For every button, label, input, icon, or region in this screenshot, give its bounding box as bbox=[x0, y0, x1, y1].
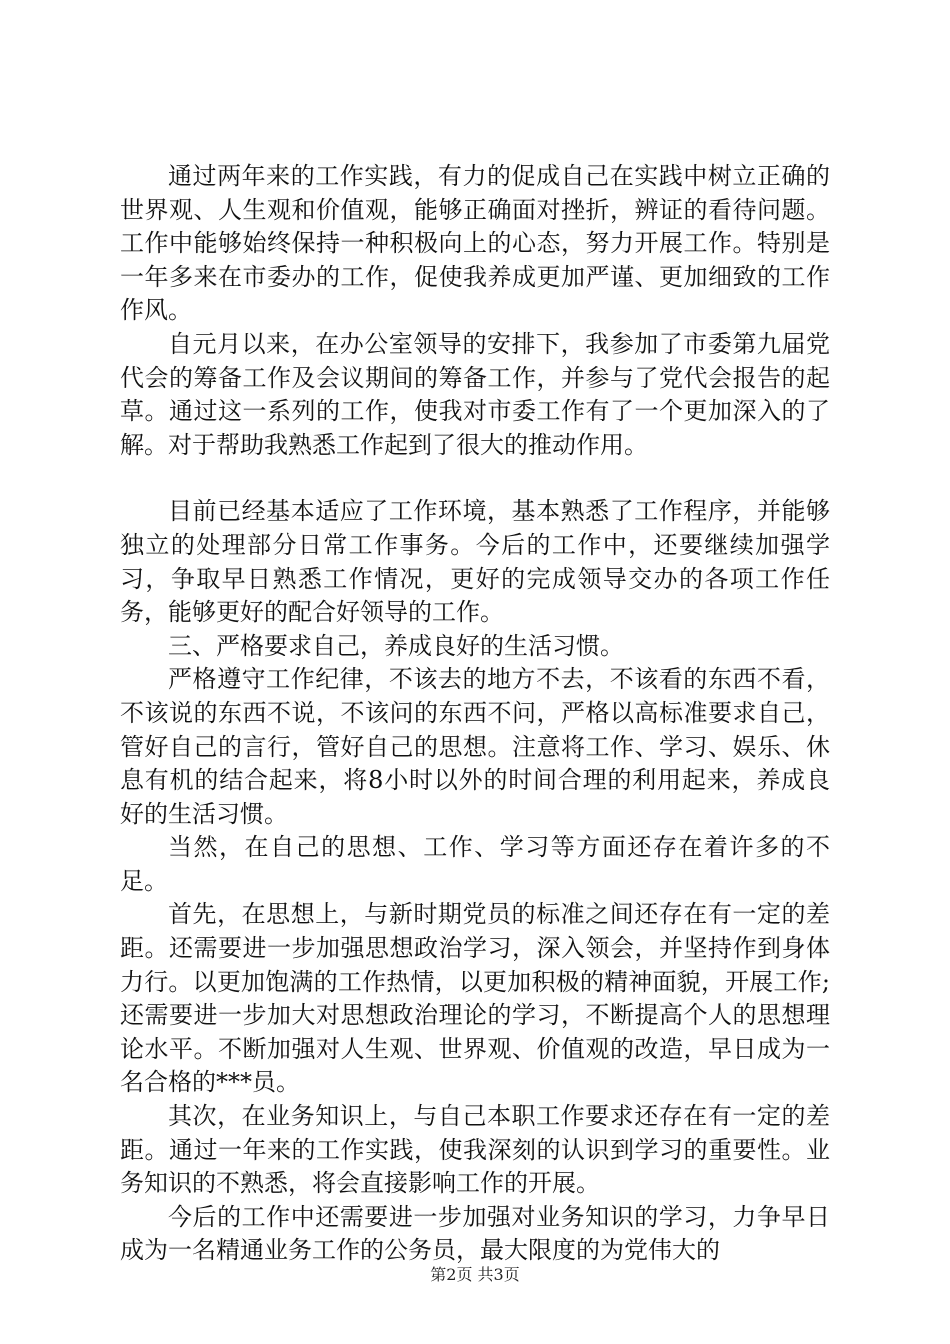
paragraph: 首先，在思想上，与新时期党员的标准之间还存在有一定的差距。还需要进一步加强思想政治学习，深入领会，并坚持作到身体力行。以更加饱满的工作热情，以更加积极的精神面貌，开展工作;还需要进一步加大对思想政治理论的学习，不断提高个人的思想理论水平。不断加强对人生观、世界观、价值观的改造，早日成为一名合格的***员。 bbox=[120, 900, 830, 1097]
section-heading: 三、严格要求自己，养成良好的生活习惯。 bbox=[168, 631, 624, 660]
document-body bbox=[120, 160, 830, 1268]
paragraph: 严格遵守工作纪律，不该去的地方不去，不该看的东西不看，不该说的东西不说，不该问的东西不问，严格以高标准要求自己，管好自己的言行，管好自己的思想。注意将工作、学习、娱乐、休息有机的结合起来，将8小时以外的时间合理的利用起来，养成良好的生活习惯。 bbox=[120, 665, 830, 828]
paragraph: 目前已经基本适应了工作环境，基本熟悉了工作程序，并能够独立的处理部分日常工作事务。今后的工作中，还要继续加强学习，争取早日熟悉工作情况，更好的完成领导交办的各项工作任务，能够更好的配合好领导的工作。 bbox=[120, 497, 830, 627]
page-number-footer: 第2页 共3页 bbox=[430, 1265, 520, 1284]
paragraph: 通过两年来的工作实践，有力的促成自己在实践中树立正确的世界观、人生观和价值观，能够正确面对挫折，辨证的看待问题。工作中能够始终保持一种积极向上的心态，努力开展工作。特别是一年多来在市委办的工作，促使我养成更加严谨、更加细致的工作作风。 bbox=[120, 162, 830, 325]
paragraph: 当然，在自己的思想、工作、学习等方面还存在着许多的不足。 bbox=[120, 833, 830, 895]
paragraph: 其次，在业务知识上，与自己本职工作要求还存在有一定的差距。通过一年来的工作实践，使我深刻的认识到学习的重要性。业务知识的不熟悉，将会直接影响工作的开展。 bbox=[120, 1102, 830, 1198]
paragraph: 自元月以来，在办公室领导的安排下，我参加了市委第九届党代会的筹备工作及会议期间的筹备工作，并参与了党代会报告的起草。通过这一系列的工作，使我对市委工作有了一个更加深入的了解。对于帮助我熟悉工作起到了很大的推动作用。 bbox=[120, 329, 830, 459]
paragraph: 今后的工作中还需要进一步加强对业务知识的学习，力争早日成为一名精通业务工作的公务员，最大限度的为党伟大的 bbox=[120, 1202, 830, 1265]
